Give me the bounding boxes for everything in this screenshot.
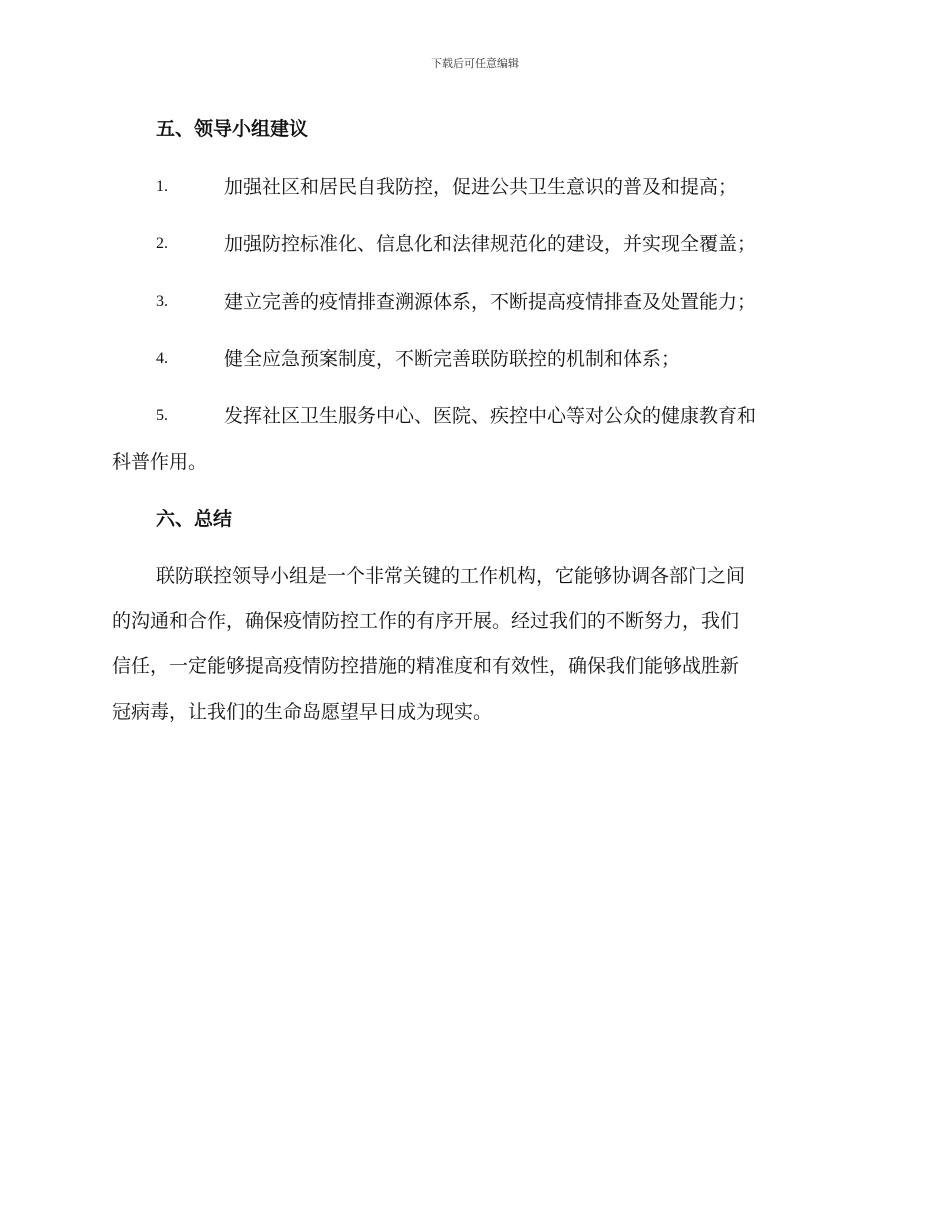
list-number: 2. (156, 235, 168, 252)
list-number: 1. (156, 178, 168, 195)
paragraph-line: 信任，一定能够提高疫情防控措施的精准度和有效性，确保我们能够战胜新 (112, 655, 740, 677)
list-text-continuation: 科普作用。 (112, 451, 208, 473)
list-text: 发挥社区卫生服务中心、医院、疾控中心等对公众的健康教育和 (224, 405, 757, 427)
list-text: 加强社区和居民自我防控，促进公共卫生意识的普及和提高； (224, 176, 738, 198)
section-heading-summary: 六、总结 (156, 508, 233, 530)
list-text: 建立完善的疫情排查溯源体系，不断提高疫情排查及处置能力； (224, 291, 757, 313)
list-text: 健全应急预案制度，不断完善联防联控的机制和体系； (224, 348, 681, 370)
list-number: 4. (156, 350, 168, 367)
paragraph-line: 冠病毒，让我们的生命岛愿望早日成为现实。 (112, 701, 493, 723)
paragraph-line: 联防联控领导小组是一个非常关键的工作机构，它能够协调各部门之间 (156, 565, 746, 587)
section-heading-recommendations: 五、领导小组建议 (156, 118, 309, 140)
list-number: 5. (156, 407, 168, 424)
page-header-note: 下载后可任意编辑 (431, 57, 519, 70)
list-number: 3. (156, 293, 168, 310)
list-text: 加强防控标准化、信息化和法律规范化的建设，并实现全覆盖； (224, 233, 757, 255)
paragraph-line: 的沟通和合作，确保疫情防控工作的有序开展。经过我们的不断努力，我们 (112, 610, 740, 632)
